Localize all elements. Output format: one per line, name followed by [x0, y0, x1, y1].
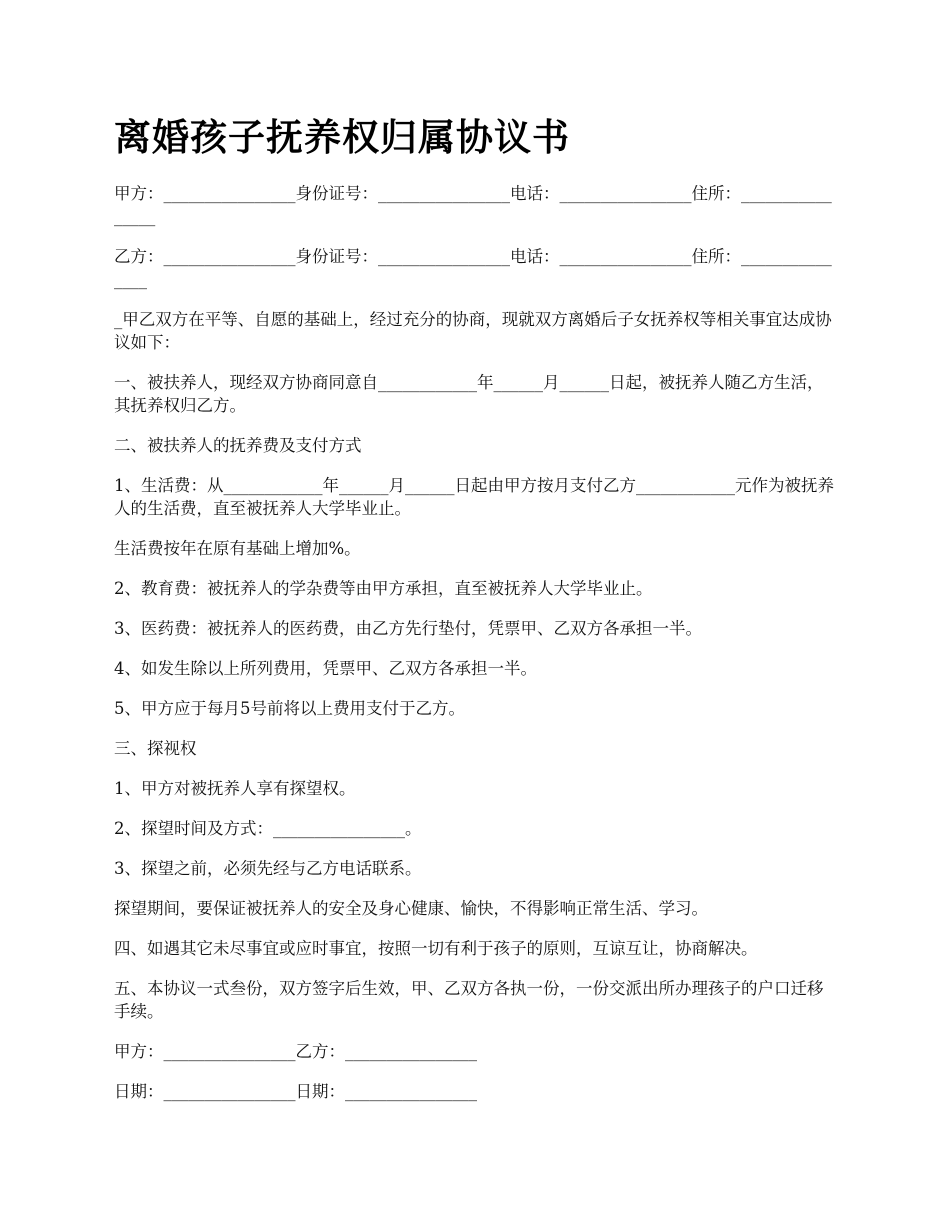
clause-2-heading: 二、被扶养人的抚养费及支付方式 — [114, 436, 362, 455]
clause-3-2-visitation-time: 2、探望时间及方式：________________。 — [114, 819, 422, 838]
clause-3-3-contact-first: 3、探望之前，必须先经与乙方电话联系。 — [114, 859, 422, 878]
clause-5-copies: 五、本协议一式叁份，双方签字后生效，甲、乙双方各执一份，一份交派出所办理孩子的户口迁移手续。 — [114, 979, 824, 1021]
clause-2-4-other-costs: 4、如发生除以上所列费用，凭票甲、乙双方各承担一半。 — [114, 659, 537, 678]
living-expenses-increase: 生活费按年在原有基础上增加%。 — [114, 539, 361, 558]
document-title: 离婚孩子抚养权归属协议书 — [114, 115, 570, 159]
clause-4-other-matters: 四、如遇其它未尽事宜或应时事宜，按照一切有利于孩子的原则，互谅互让，协商解决。 — [114, 939, 758, 958]
clause-3-1-visitation-right: 1、甲方对被抚养人享有探望权。 — [114, 779, 356, 798]
clause-2-5-payment-date: 5、甲方应于每月5号前将以上费用支付于乙方。 — [114, 699, 465, 718]
signature-line: 甲方：________________乙方：________________ — [114, 1042, 477, 1061]
clause-2-2-education: 2、教育费：被抚养人的学杂费等由甲方承担，直至被抚养人大学毕业止。 — [114, 579, 653, 598]
party-a-info: 甲方：________________身份证号：________________电话：________________住所：________________ — [114, 184, 832, 226]
visitation-safety-note: 探望期间，要保证被抚养人的安全及身心健康、愉快，不得影响正常生活、学习。 — [114, 899, 708, 918]
clause-3-heading: 三、探视权 — [114, 739, 197, 758]
clause-2-1-living-expenses: 1、生活费：从____________年______月______日起由甲方按月支付乙方____________元作为被抚养人的生活费，直至被抚养人大学毕业止。 — [114, 476, 834, 518]
clause-2-3-medical: 3、医药费：被抚养人的医药费，由乙方先行垫付，凭票甲、乙双方各承担一半。 — [114, 619, 702, 638]
agreement-intro: _甲乙双方在平等、自愿的基础上，经过充分的协商，现就双方离婚后子女抚养权等相关事宜达成协议如下： — [114, 310, 832, 352]
party-b-info: 乙方：________________身份证号：________________电话：________________住所：_______________ — [114, 247, 832, 289]
date-line: 日期：________________日期：________________ — [114, 1082, 477, 1101]
clause-1-custody: 一、被扶养人，现经双方协商同意自____________年______月______日起，被抚养人随乙方生活，其抚养权归乙方。 — [114, 373, 824, 415]
document-page — [114, 112, 839, 1120]
